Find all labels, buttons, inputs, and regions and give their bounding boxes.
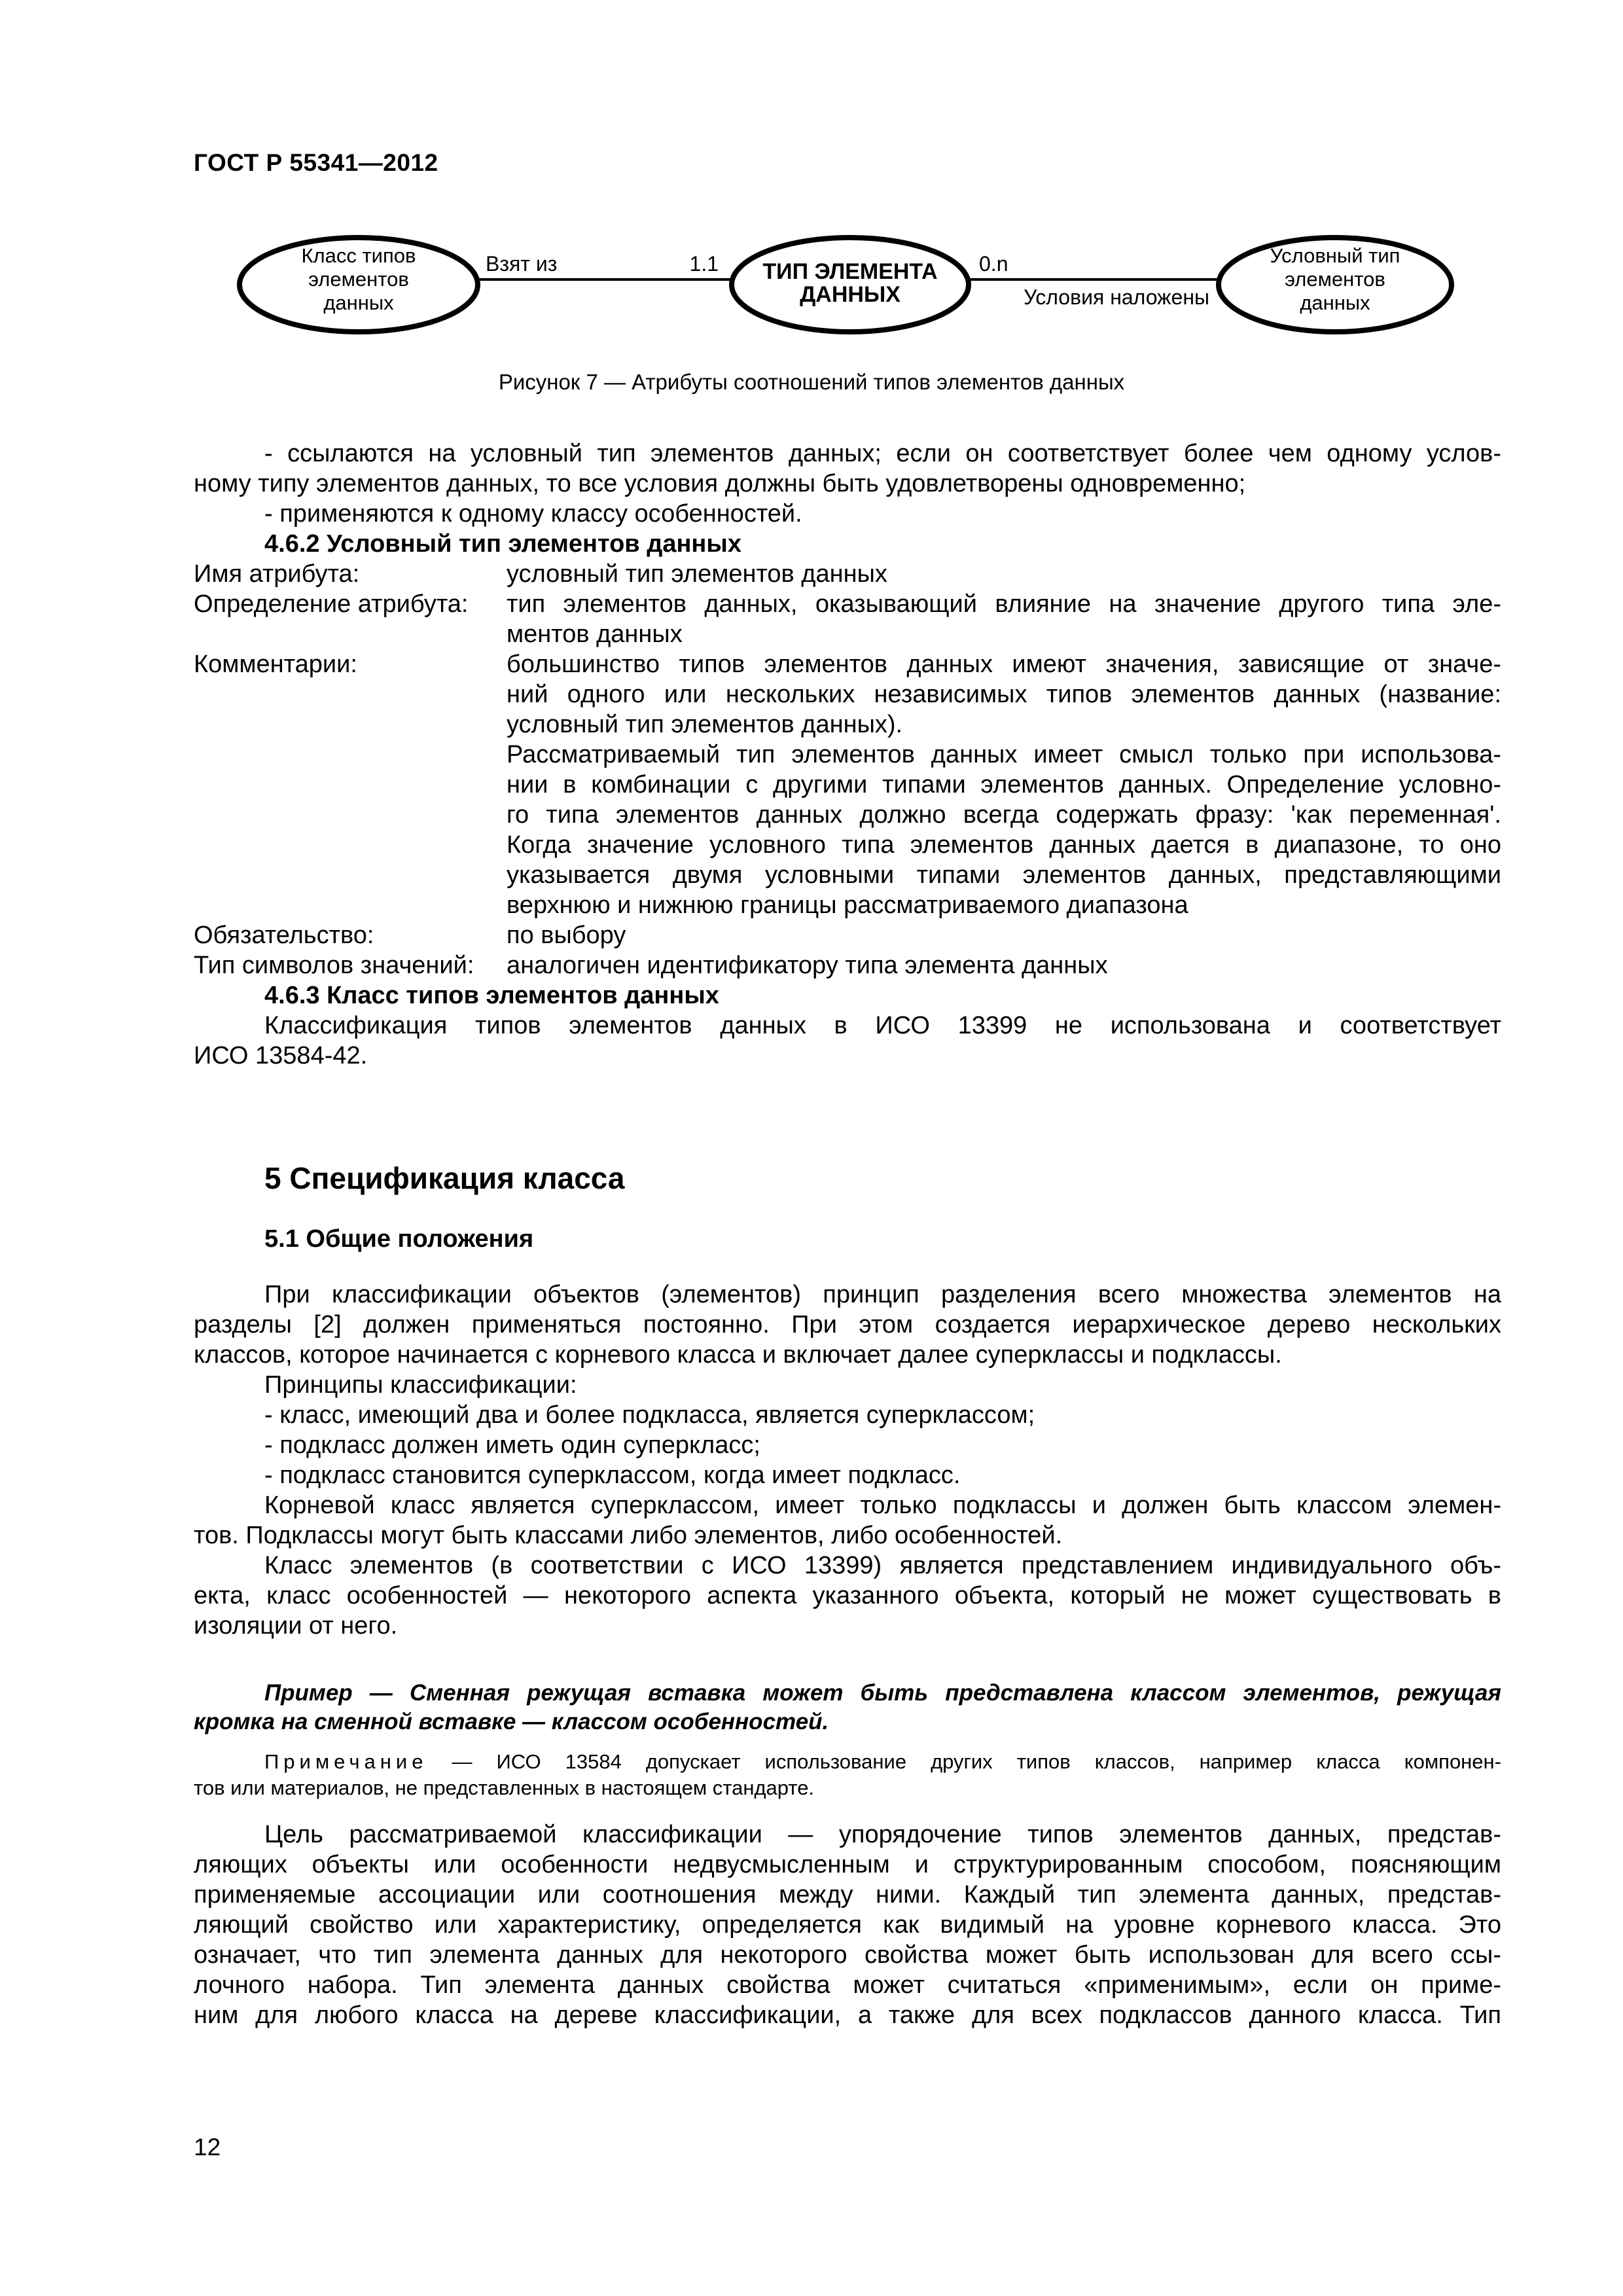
paragraph-line: ляющих объекты или особенности недвусмысленным и структурированным способом, поясняющим [194,1851,1501,1878]
paragraph-line: тов. Подклассы могут быть классами либо элементов, либо особенностей. [194,1522,1063,1549]
paragraph-line: Цель рассматриваемой классификации — упорядочение типов элементов данных, представ- [264,1821,1501,1848]
final-paragraph [194,1820,1501,2030]
attr-row-comments [194,649,1501,679]
edge-card-left: 1.1 [689,252,719,276]
paragraph-line: ним для любого класса на дереве классификации, а также для всех подклассов данного класса. Тип [194,2001,1501,2029]
attr-row-comments-cont [194,679,1501,709]
attr-row-comments-cont [194,860,1501,890]
attr-value: нии в комбинации с другими типами элементов данных. Определение условно- [507,771,1501,798]
paragraph-line: Классификация типов элементов данных в ИСО 13399 не использована и соответствует [264,1012,1501,1039]
attr-row-comments-cont [194,770,1501,800]
attr-row-comments-cont [194,800,1501,830]
paragraph-line: применяемые ассоциации или соотношения между ними. Каждый тип элемента данных, представ- [194,1881,1501,1909]
node-left-line-3: данных [323,291,394,314]
bullet-line: - применяются к одному классу особенностей. [264,500,802,528]
attr-value: тип элементов данных, оказывающий влияние на значение другого типа эле- [507,590,1501,618]
note-label: Примечание [264,1750,428,1773]
relationship-diagram [0,229,1623,360]
node-left-line-2: элементов [308,268,409,291]
document-header: ГОСТ Р 55341—2012 [194,149,438,176]
attr-value: ний одного или нескольких независимых типов элементов данных (название: [507,681,1501,708]
attr-row-definition [194,589,1501,619]
attr-value: большинство типов элементов данных имеют значения, зависящие от значе- [507,651,1501,678]
note-line: тов или материалов, не представленных в настоящем стандарте. [194,1776,815,1799]
page-number: 12 [194,2134,221,2161]
node-right-line-1: Условный тип [1270,244,1400,267]
figure-caption: Рисунок 7 — Атрибуты соотношений типов элементов данных [498,370,1125,394]
heading-5-1: 5.1 Общие положения [264,1225,534,1253]
list-item: - подкласс должен иметь один суперкласс; [264,1431,760,1459]
attr-value: го типа элементов данных должно всегда содержать фразу: 'как переменная'. [507,801,1501,829]
paragraph-line: ИСО 13584-42. [194,1042,368,1069]
section-4-6-block [194,439,1501,1071]
attr-label: Имя атрибута: [194,560,360,588]
attr-row-comments-cont [194,890,1501,920]
edge-label-left: Взят из [486,252,558,276]
attr-row-name [194,559,1501,589]
edge-label-right: Условия наложены [1024,285,1209,309]
paragraph-line: ляющий свойство или характеристику, определяется как видимый на уровне корневого класса. Это [194,1911,1501,1939]
example-line: Пример — Сменная режущая вставка может быть представлена классом элементов, режущая [264,1680,1501,1706]
node-center-line-2: ДАННЫХ [800,282,901,307]
attr-row-comments-cont [194,709,1501,740]
paragraph-line: Принципы классификации: [264,1371,577,1399]
example-line: кромка на сменной вставке — классом особенностей. [194,1709,829,1734]
attr-value: ментов данных [507,620,683,648]
paragraph-line: Корневой класс является суперклассом, имеет только подклассы и должен быть классом элемен- [264,1492,1501,1519]
attr-row-obligation [194,920,1501,950]
note-line [194,1749,1501,1775]
edge-card-right: 0.n [979,252,1008,276]
paragraph-line: изоляции от него. [194,1612,398,1640]
node-left-line-1: Класс типов [301,244,416,267]
attr-row-comments-cont [194,740,1501,770]
paragraph-line: разделы [2] должен применяться постоянно. При этом создается иерархическое дерево нескольких [194,1311,1501,1338]
paragraph-line: При классификации объектов (элементов) принцип разделения всего множества элементов на [264,1281,1501,1308]
heading-4-6-3: 4.6.3 Класс типов элементов данных [264,982,719,1009]
bullet-line: - ссылаются на условный тип элементов данных; если он соответствует более чем одному услов- [264,440,1501,467]
node-right-line-3: данных [1300,291,1370,314]
attr-value: Когда значение условного типа элементов данных дается в диапазоне, то оно [507,831,1501,859]
attr-value: указывается двумя условными типами элементов данных, представляющими [507,861,1501,889]
attr-value: условный тип элементов данных [507,560,887,588]
attr-row-definition-cont [194,619,1501,649]
node-right-line-2: элементов [1285,268,1385,291]
node-center-line-1: ТИП ЭЛЕМЕНТА [762,259,938,284]
attr-row-symbol-type [194,950,1501,980]
paragraph-line: Класс элементов (в соответствии с ИСО 13399) является представлением индивидуального объ- [264,1552,1501,1579]
attr-value: аналогичен идентификатору типа элемента данных [507,952,1108,979]
attr-value: Рассматриваемый тип элементов данных имеет смысл только при использова- [507,741,1501,768]
attr-label: Комментарии: [194,651,357,678]
heading-section-5: 5 Спецификация класса [264,1161,625,1195]
paragraph-line: классов, которое начинается с корневого класса и включает далее суперклассы и подклассы. [194,1341,1282,1369]
note-text: — ИСО 13584 допускает использование других типов классов, например класса компонен- [427,1750,1501,1773]
list-item: - подкласс становится суперклассом, когда имеет подкласс. [264,1462,961,1489]
section-5-1-block [194,1280,1501,1641]
attr-value: по выбору [507,922,626,949]
note-block [194,1749,1501,1801]
example-block [194,1679,1501,1736]
paragraph-line: екта, класс особенностей — некоторого аспекта указанного объекта, который не может существовать в [194,1582,1501,1609]
attr-label: Определение атрибута: [194,590,469,618]
attr-label: Тип символов значений: [194,952,474,979]
attr-row-comments-cont [194,830,1501,860]
heading-4-6-2: 4.6.2 Условный тип элементов данных [264,530,741,558]
attr-value: верхнюю и нижнюю границы рассматриваемого диапазона [507,891,1188,919]
attr-label: Обязательство: [194,922,374,949]
paragraph-line: означает, что тип элемента данных для некоторого свойства может быть использован для всего ссы- [194,1941,1501,1969]
bullet-line: ному типу элементов данных, то все условия должны быть удовлетворены одновременно; [194,470,1246,497]
attr-value: условный тип элементов данных). [507,711,903,738]
list-item: - класс, имеющий два и более подкласса, является суперклассом; [264,1401,1035,1429]
paragraph-line: лочного набора. Тип элемента данных свойства может считаться «применимым», если он приме- [194,1971,1501,1999]
